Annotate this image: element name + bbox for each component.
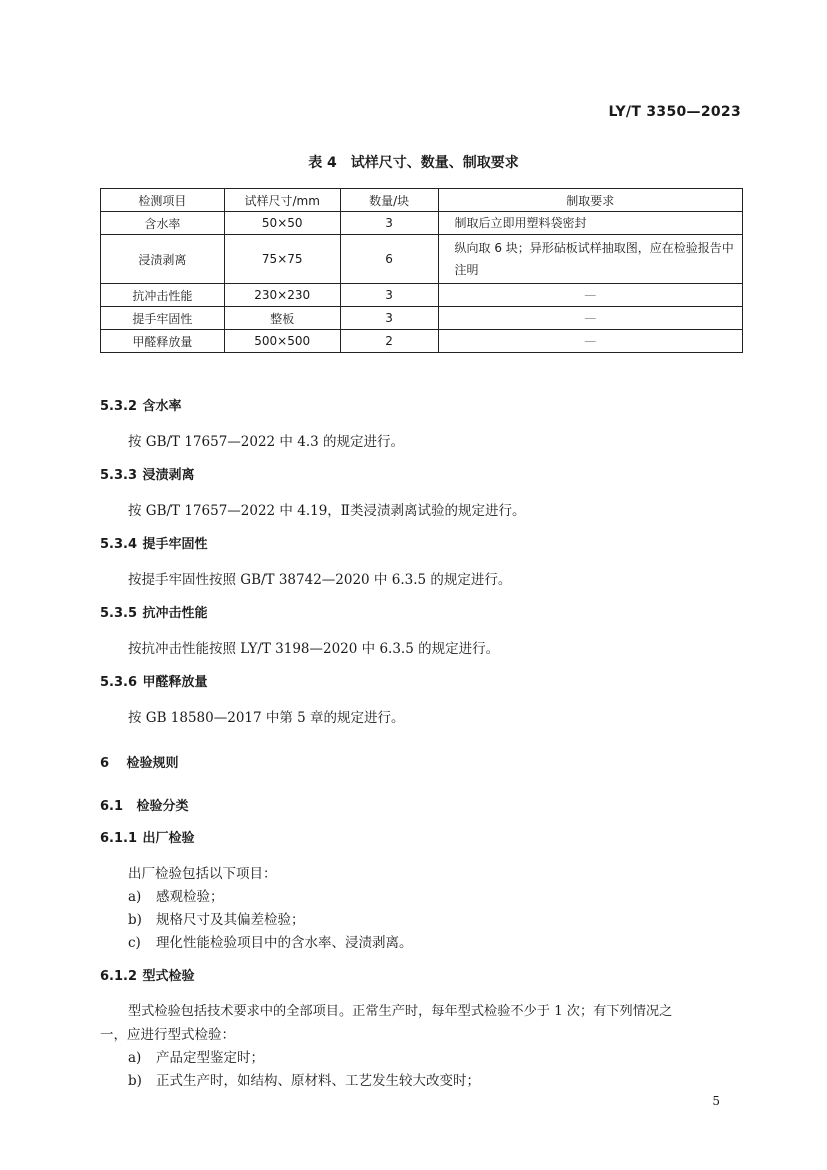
section-number: 6 <box>100 756 110 771</box>
table-cell: 整板 <box>224 307 340 330</box>
table-cell: 6 <box>340 235 438 284</box>
table-cell: 2 <box>340 330 438 353</box>
list-item <box>128 1069 480 1089</box>
specimen-table <box>100 188 743 353</box>
section-text: 按抗冲击性能按照 LY/T 3198—2020 中 6.3.5 的规定进行。 <box>128 641 500 657</box>
column-header: 检测项目 <box>101 189 225 212</box>
section-heading-5-3-2 <box>100 395 182 414</box>
chapter-heading-6 <box>100 752 179 771</box>
table-cell: 3 <box>340 212 438 235</box>
list-marker: b) <box>128 1073 142 1089</box>
table-header-row <box>101 189 743 212</box>
page-number: 5 <box>712 1094 720 1108</box>
section-title: 抗冲击性能 <box>142 606 208 621</box>
section-number: 5.3.2 <box>100 399 138 414</box>
document-code: LY/T 3350—2023 <box>608 104 741 120</box>
section-heading-6-1-1 <box>100 827 195 846</box>
section-number: 6.1.1 <box>100 831 138 846</box>
section-title: 型式检验 <box>142 969 195 984</box>
table-cell: 制取后立即用塑料袋密封 <box>438 212 742 235</box>
table-row <box>101 212 743 235</box>
section-number: 6.1 <box>100 799 124 814</box>
section-title: 检验规则 <box>126 756 179 771</box>
section-number: 5.3.4 <box>100 537 138 552</box>
list-item <box>128 931 413 951</box>
section-heading-5-3-4 <box>100 533 208 552</box>
list-marker: c) <box>128 935 141 951</box>
section-heading-5-3-5 <box>100 602 208 621</box>
list-marker: a) <box>128 889 142 905</box>
list-marker: a) <box>128 1050 142 1066</box>
section-text: 按 GB/T 17657—2022 中 4.19，Ⅱ类浸渍剥离试验的规定进行。 <box>128 503 526 519</box>
table-cell: 提手牢固性 <box>101 307 225 330</box>
section-heading-6-1-2 <box>100 965 195 984</box>
table-cell: — <box>438 284 742 307</box>
table-cell: 浸渍剥离 <box>101 235 225 284</box>
column-header: 试样尺寸/mm <box>224 189 340 212</box>
list-text: 感观检验； <box>156 889 224 905</box>
table-cell: 含水率 <box>101 212 225 235</box>
column-header: 数量/块 <box>340 189 438 212</box>
table-cell: 50×50 <box>224 212 340 235</box>
section-text: 按 GB 18580—2017 中第 5 章的规定进行。 <box>128 710 405 726</box>
section-heading-5-3-3 <box>100 464 195 483</box>
list-text: 规格尺寸及其偏差检验； <box>156 912 305 928</box>
table-cell: 纵向取 6 块；异形砧板试样抽取图，应在检验报告中注明 <box>438 235 742 284</box>
section-text: 按提手牢固性按照 GB/T 38742—2020 中 6.3.5 的规定进行。 <box>128 572 512 588</box>
section-heading-6-1 <box>100 795 189 814</box>
table-cell: 3 <box>340 307 438 330</box>
table-cell: — <box>438 330 742 353</box>
section-text: 按 GB/T 17657—2022 中 4.3 的规定进行。 <box>128 434 404 450</box>
list-item <box>128 1046 264 1066</box>
section-title: 甲醛释放量 <box>142 675 208 690</box>
list-text: 理化性能检验项目中的含水率、浸渍剥离。 <box>156 935 413 951</box>
table-row <box>101 284 743 307</box>
section-number: 5.3.5 <box>100 606 138 621</box>
section-title: 浸渍剥离 <box>142 468 195 483</box>
section-number: 6.1.2 <box>100 969 138 984</box>
table-cell: 75×75 <box>224 235 340 284</box>
section-title: 提手牢固性 <box>142 537 208 552</box>
table-cell: 抗冲击性能 <box>101 284 225 307</box>
column-header: 制取要求 <box>438 189 742 212</box>
list-text: 产品定型鉴定时； <box>156 1050 264 1066</box>
section-number: 5.3.6 <box>100 675 138 690</box>
list-item <box>128 908 305 928</box>
table-cell: 3 <box>340 284 438 307</box>
section-title: 含水率 <box>142 399 182 414</box>
table-cell: 甲醛释放量 <box>101 330 225 353</box>
section-heading-5-3-6 <box>100 671 208 690</box>
table-cell: 500×500 <box>224 330 340 353</box>
section-text: 出厂检验包括以下项目： <box>128 866 277 882</box>
table-title: 表 4 试样尺寸、数量、制取要求 <box>308 155 519 171</box>
section-text-continued: 一，应进行型式检验： <box>100 1027 235 1043</box>
section-title: 检验分类 <box>136 799 189 814</box>
section-text: 型式检验包括技术要求中的全部项目。正常生产时，每年型式检验不少于 1 次；有下列情况之 <box>128 1004 673 1019</box>
section-number: 5.3.3 <box>100 468 138 483</box>
table-row <box>101 330 743 353</box>
list-marker: b) <box>128 912 142 928</box>
section-title: 出厂检验 <box>142 831 195 846</box>
table-cell: 230×230 <box>224 284 340 307</box>
table-row <box>101 235 743 284</box>
table-row <box>101 307 743 330</box>
table-cell: — <box>438 307 742 330</box>
list-item <box>128 885 224 905</box>
list-text: 正式生产时，如结构、原材料、工艺发生较大改变时； <box>156 1073 480 1089</box>
